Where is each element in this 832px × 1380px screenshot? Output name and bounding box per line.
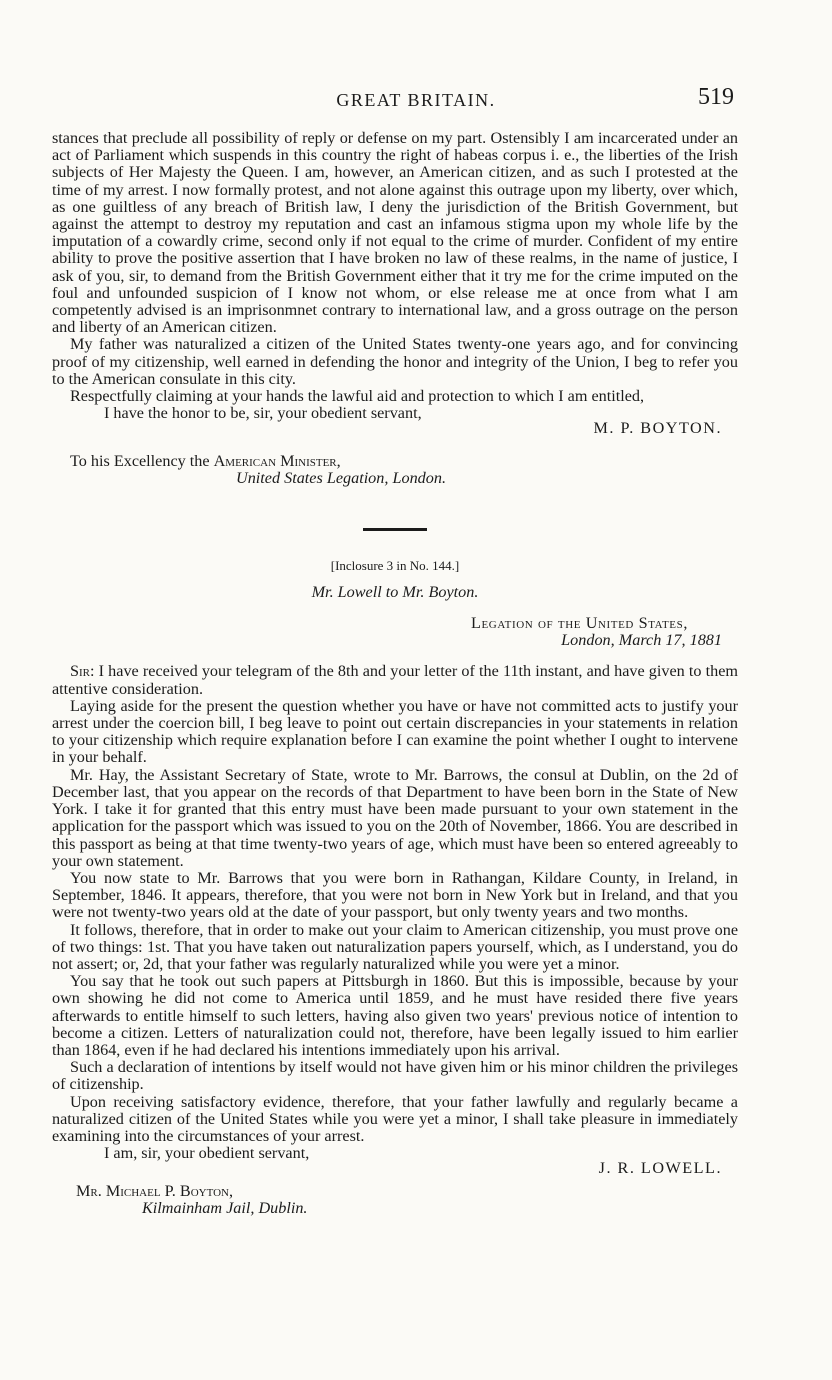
closing-line: I am, sir, your obedient servant, xyxy=(104,1144,310,1163)
body-paragraph xyxy=(52,663,738,697)
addressee-line xyxy=(70,453,738,470)
signature: M. P. BOYTON. xyxy=(593,419,722,438)
body-paragraph: You now state to Mr. Barrows that you were born in Rathangan, Kildare County, in Ireland, in September, 1846. It appears, therefore, that you were not born in New York but in Ireland, and that you were not twenty-two years old at the date of your passport, but only twenty years and two months. xyxy=(52,868,738,922)
inclosure-heading: [Inclosure 3 in No. 144.] xyxy=(330,557,460,573)
addressee-location: United States Legation, London. xyxy=(236,469,446,488)
addressee-block xyxy=(52,1183,738,1217)
body-paragraph: Respectfully claiming at your hands the lawful aid and protection to which I am entitled, xyxy=(70,387,645,406)
addressee-block xyxy=(52,453,738,487)
section-divider xyxy=(363,528,427,531)
dateline-date: London, March 17, 1881 xyxy=(561,631,722,650)
letter-boyton xyxy=(52,130,738,488)
page-body xyxy=(52,130,738,1218)
body-paragraph: Such a declaration of intentions by itself would not have given him or his minor children the privileges of citizenship. xyxy=(52,1058,738,1094)
body-paragraph: Mr. Hay, the Assistant Secretary of State, wrote to Mr. Barrows, the consul at Dublin, on the 2d of December last, that you appear on the records of that Department to have been born in the State of New York. I take it for granted that this entry must have been made pursuant to your own statement in the application for the passport which was issued to you on the 20th of November, 1866. You are described in this passport as being at that time twenty-two years of age, which must have been so entered agreeably to your own statement. xyxy=(52,765,738,870)
addressee-location: Kilmainham Jail, Dublin. xyxy=(142,1199,308,1218)
addressee-prefix: To his Excellency the xyxy=(70,452,210,471)
salutation: Sir: xyxy=(70,662,95,681)
salutation-text: I have received your telegram of the 8th and your letter of the 11th instant, and have given to them attentive consideration. xyxy=(52,662,738,698)
body-paragraph: Upon receiving satisfactory evidence, therefore, that your father lawfully and regularly became a naturalized citizen of the United States while you were yet a minor, I shall take pleasure in immediately examining into the circumstances of your arrest. xyxy=(52,1092,738,1145)
body-paragraph: stances that preclude all possibility of reply or defense on my part. Ostensibly I am incarcerated under an act of Parliament which suspends in this country the right of habeas corpus i. e., the liberties of the Irish subjects of Her Majesty the Queen. I am, however, an American citizen, and as such I protested at the time of my arrest. I now formally protest, and not alone against this outrage upon my liberty, over which, as one guiltless of any breach of British law, I deny the jurisdiction of the British Government, but against the attempt to destroy my reputation and cast an infamous stigma upon my whole life by the imputation of a cowardly crime, second only if not equal to the crime of murder. Confident of my entire ability to prove the positive assertion that I have broken no law of these realms, in the name of justice, I ask of you, sir, to demand from the British Government either that it try me for the crime imputed on the foul and unfounded suspicion of I know not whom, or else release me at once from what I am competently advised is an imprisonmnet contrary to international law, and a gross outrage on the person and liberty of an American citizen. xyxy=(52,129,738,337)
body-paragraph: My father was naturalized a citizen of the United States twenty-one years ago, and for convincing proof of my citizenship, well earned in defending the honor and integrity of the Union, I beg to refer you to the American consulate in this city. xyxy=(52,335,738,388)
body-paragraph: You say that he took out such papers at Pittsburgh in 1860. But this is impossible, because by your own showing he did not come to America until 1859, and he must have resided there five years afterwards to entitle himself to such letters, having also given two years' previous notice of intention to become a citizen. Letters of naturalization could not, therefore, have been legally issued to him earlier than 1864, even if he had declared his intentions immediately upon his arrival. xyxy=(52,972,738,1059)
body-paragraph: It follows, therefore, that in order to make out your claim to American citizenship, you must prove one of two things: 1st. That you have taken out naturalization papers yourself, which, as I understand, you do not assert; or, 2d, that your father was regularly naturalized while you were yet a minor. xyxy=(52,920,738,973)
page-header xyxy=(0,84,832,114)
closing-block xyxy=(52,405,738,439)
letter-title: Mr. Lowell to Mr. Boyton. xyxy=(311,582,479,601)
dateline-legation: Legation of the United States, xyxy=(470,614,688,633)
body-paragraph: Laying aside for the present the question whether you have or have not committed acts to justify your arrest under the coercion bill, I beg leave to point out certain discrepancies in your statements in relation to your citizenship which require explanation before I can examine the point whether I ought to intervene in your behalf. xyxy=(52,696,738,767)
addressee-title: American Minister, xyxy=(213,452,341,471)
dateline xyxy=(52,615,738,649)
running-title: GREAT BRITAIN. xyxy=(336,90,496,110)
closing-block xyxy=(52,1145,738,1179)
addressee-name: Mr. Michael P. Boyton, xyxy=(76,1182,234,1201)
signature: J. R. LOWELL. xyxy=(598,1159,722,1178)
page-number: 519 xyxy=(698,84,734,110)
closing-line: I have the honor to be, sir, your obedient servant, xyxy=(104,404,422,423)
letter-lowell xyxy=(52,663,738,1217)
